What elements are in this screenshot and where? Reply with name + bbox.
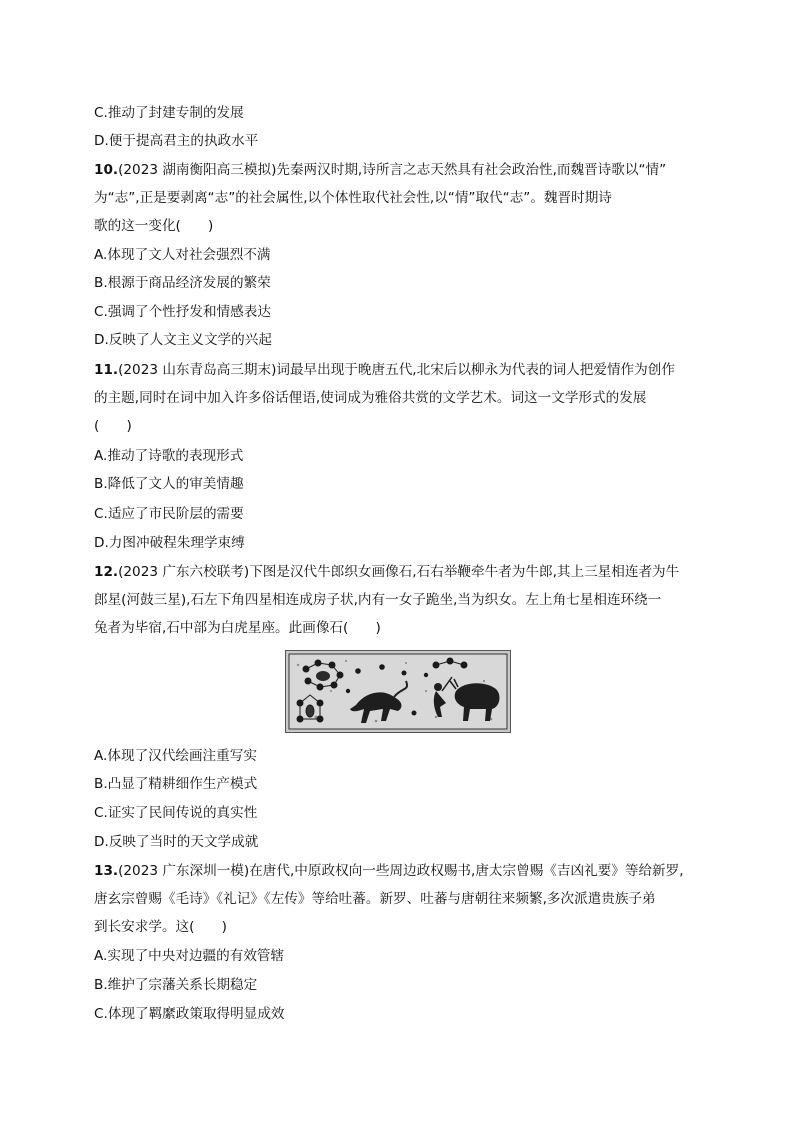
q11-option-b: B.降低了文人的审美情趣 (94, 476, 244, 492)
q13-number: 13. (94, 863, 119, 879)
q12-source: (2023 广东六校联考) (118, 564, 250, 580)
q11-option-a: A.推动了诗歌的表现形式 (94, 448, 244, 464)
q12-stem-text-1: 下图是汉代牛郎织女画像石,石右举鞭牵牛者为牛郎,其上三星相连者为牛 (249, 564, 680, 580)
q10-option-a: A.体现了文人对社会强烈不满 (94, 247, 271, 263)
q13-option-a: A.实现了中央对边疆的有效管辖 (94, 948, 285, 964)
q12-option-d: D.反映了当时的天文学成就 (94, 834, 259, 850)
q13-stem-text-1: 在唐代,中原政权向一些周边政权赐书,唐太宗曾赐《吉凶礼要》等给新罗, (249, 863, 684, 879)
q10-stem-line-2: 为“志”,正是要剥离“志”的社会属性,以个体性取代社会性,以“情”取代“志”。魏晋时期诗 (94, 190, 612, 206)
q10-stem-line-3: 歌的这一变化( ) (94, 218, 214, 234)
q11-number: 11. (94, 362, 119, 378)
q12-number: 12. (94, 564, 119, 580)
q11-stem-line-1 (94, 361, 675, 379)
q11-stem-line-2: 的主题,同时在词中加入许多俗话俚语,使词成为雅俗共赏的文学艺术。词这一文学形式的发展 (94, 390, 647, 406)
q9-option-d: D.便于提高君主的执政水平 (94, 133, 259, 149)
q13-stem-line-3: 到长安求学。这( ) (94, 919, 227, 935)
han-stone-relief-image (285, 650, 511, 733)
q12-option-a: A.体现了汉代绘画注重写实 (94, 748, 257, 764)
q13-option-b: B.维护了宗藩关系长期稳定 (94, 977, 258, 993)
q13-stem-line-1 (94, 862, 684, 880)
q11-stem-text-1: 词最早出现于晚唐五代,北宋后以柳永为代表的词人把爱情作为创作 (276, 362, 675, 378)
q10-source: (2023 湖南衡阳高三模拟) (118, 162, 277, 178)
q10-stem-line-1 (94, 161, 666, 179)
q13-stem-line-2: 唐玄宗曾赐《毛诗》《礼记》《左传》等给吐蕃。新罗、吐蕃与唐朝往来频繁,多次派遣贵族子弟 (94, 891, 656, 907)
q12-option-c: C.证实了民间传说的真实性 (94, 805, 258, 821)
q11-option-c: C.适应了市民阶层的需要 (94, 506, 244, 522)
q13-option-c: C.体现了羁縻政策取得明显成效 (94, 1006, 285, 1022)
q11-source: (2023 山东青岛高三期末) (118, 362, 277, 378)
q10-option-d: D.反映了人文主义文学的兴起 (94, 332, 272, 348)
q12-stem-line-1 (94, 563, 679, 581)
q9-option-c: C.推动了封建专制的发展 (94, 105, 244, 121)
q10-stem-text-1: 先秦两汉时期,诗所言之志天然具有社会政治性,而魏晋诗歌以“情” (276, 162, 667, 178)
q10-option-c: C.强调了个性抒发和情感表达 (94, 304, 271, 320)
q11-stem-line-3: ( ) (94, 418, 132, 434)
q11-option-d: D.力图冲破程朱理学束缚 (94, 535, 245, 551)
q10-option-b: B.根源于商品经济发展的繁荣 (94, 275, 271, 291)
stone-relief-drawing (286, 651, 510, 732)
q10-number: 10. (94, 162, 119, 178)
q12-stem-line-2: 郎星(河鼓三星),石左下角四星相连成房子状,内有一女子跪坐,当为织女。左上角七星相连环绕一 (94, 592, 662, 608)
q13-source: (2023 广东深圳一模) (118, 863, 250, 879)
q12-option-b: B.凸显了精耕细作生产模式 (94, 776, 258, 792)
q12-stem-line-3: 兔者为毕宿,石中部为白虎星座。此画像石( ) (94, 620, 381, 636)
